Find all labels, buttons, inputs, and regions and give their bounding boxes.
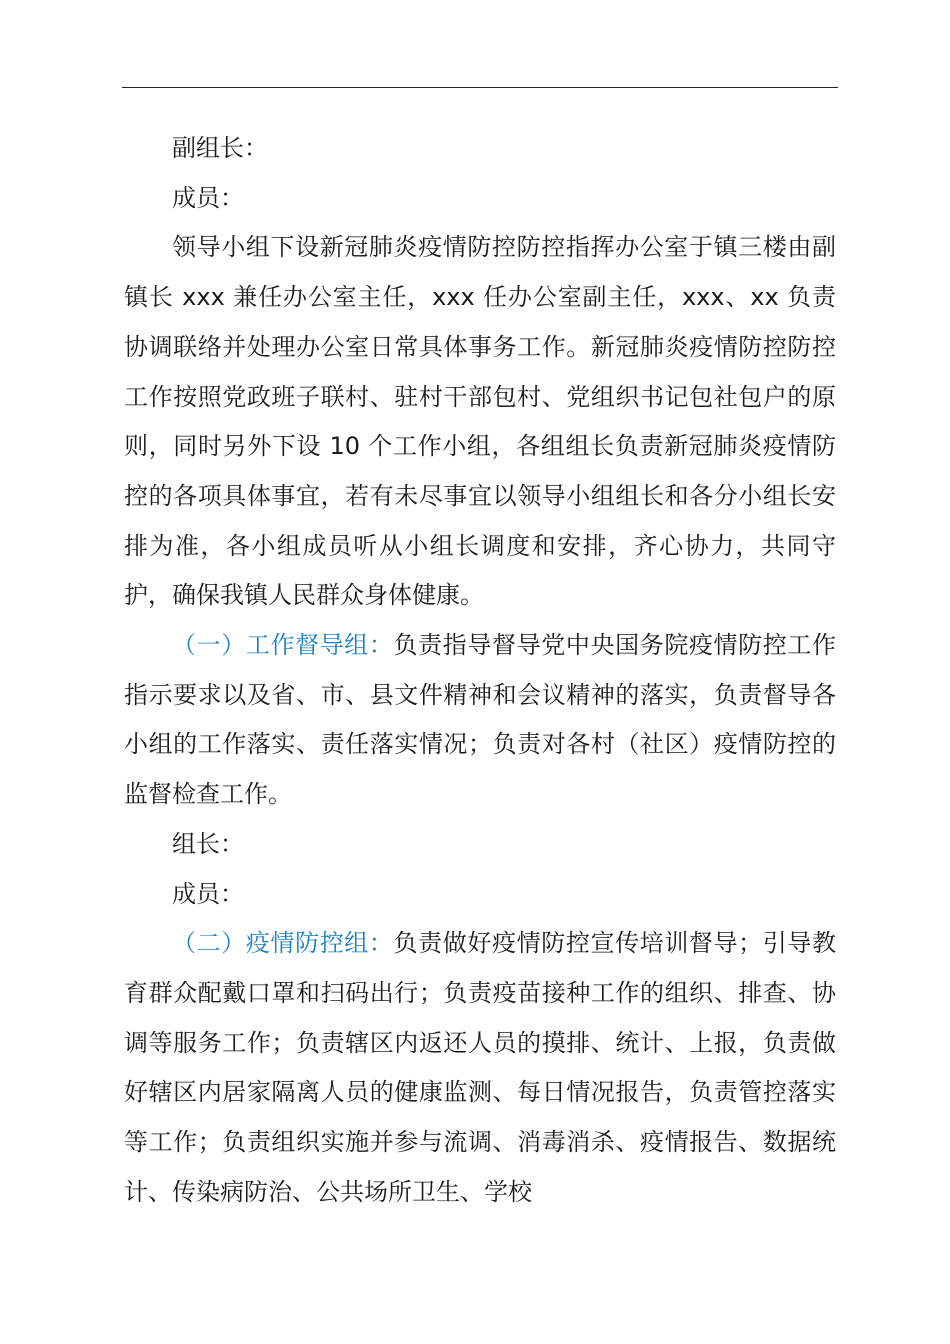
members-line: 成员： [172, 183, 244, 212]
section-1-paragraph [124, 621, 836, 820]
section-2-body: 负责做好疫情防控宣传培训督导；引导教育群众配戴口罩和扫码出行；负责疫苗接种工作的组织、排查、协调等服务工作；负责辖区内返还人员的摸排、统计、上报，负责做好辖区内居家隔离人员的健康监测、每日情况报告，负责管控落实等工作；负责组织实施并参与流调、消毒消杀、疫情报告、数据统计、传染病防治、公共场所卫生、学校 [124, 929, 837, 1206]
members-line: 成员： [172, 879, 244, 908]
leader-line: 组长： [172, 829, 244, 858]
section-1-body: 负责指导督导党中央国务院疫情防控工作指示要求以及省、市、县文件精神和会议精神的落实，负责督导各小组的工作落实、责任落实情况；负责对各村（社区）疫情防控的监督检查工作。 [124, 631, 837, 809]
section-2-heading: （二）疫情防控组： [172, 929, 394, 958]
office-intro-paragraph: 领导小组下设新冠肺炎疫情防控防控指挥办公室于镇三楼由副镇长 xxx 兼任办公室主任，xxx 任办公室副主任，xxx、xx 负责协调联络并处理办公室日常具体事务工作。新冠肺炎疫情防控防控工作按照党政班子联村、驻村干部包村、党组织书记包社包户的原则，同时另外下设 10 个工作小组，各组组长负责新冠肺炎疫情防控的各项具体事宜，若有未尽事宜以领导小组组长和各分小组长安排为准，各小组成员听从小组长调度和安排，齐心协力，共同守护，确保我镇人民群众身体健康。 [124, 233, 836, 610]
section-1-heading: （一）工作督导组： [172, 631, 394, 660]
document-body [124, 124, 836, 1217]
section-2-paragraph [124, 919, 836, 1217]
deputy-leader-line: 副组长： [172, 134, 268, 162]
header-rule [122, 87, 838, 88]
